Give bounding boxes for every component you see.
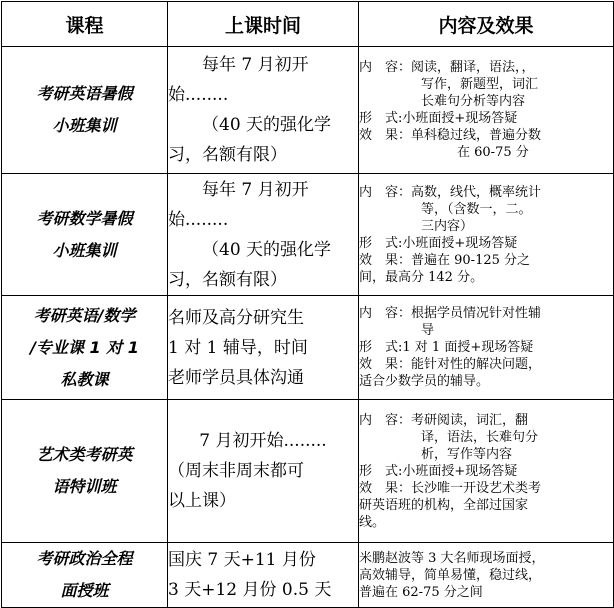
content-line: 内 容：高数，线代，概率统计 bbox=[359, 184, 542, 200]
course-name-line: 考研英语/数学 bbox=[33, 305, 136, 325]
content-line: 效 果：普遍在 90-125 分之 bbox=[359, 252, 531, 268]
content-line: 形 式:小班面授+现场答疑 bbox=[359, 235, 518, 251]
time-line: 每年 7 月初开 bbox=[202, 55, 309, 75]
time-line: 始........ bbox=[168, 85, 229, 105]
course-name-line: 面授班 bbox=[60, 581, 109, 600]
content-cell bbox=[359, 543, 614, 608]
content-line: 研英语班的机构，全部过国家 bbox=[359, 497, 529, 513]
time-line: （40 天的强化学 bbox=[202, 239, 332, 260]
content-line: 三内容） bbox=[421, 218, 474, 234]
content-line: 间，最高分 142 分。 bbox=[359, 269, 484, 285]
course-table bbox=[1, 1, 614, 608]
content-line: 形 式:小班面授+现场答疑 bbox=[359, 463, 518, 479]
course-cell bbox=[2, 174, 168, 296]
content-line: 效 果：单科稳过线，普遍分数 bbox=[359, 128, 542, 143]
time-line: 习，名额有限） bbox=[168, 269, 287, 290]
content-line: 效 果：长沙唯一开设艺术类考 bbox=[359, 480, 542, 496]
time-line: 国庆 7 天+11 月份 bbox=[168, 550, 316, 570]
content-line: 内 容：考研阅读，词汇，翻 bbox=[359, 412, 529, 428]
header-row bbox=[2, 2, 614, 47]
time-line: 始........ bbox=[168, 209, 229, 230]
course-name-line: 私教课 bbox=[60, 369, 109, 389]
content-cell bbox=[359, 400, 614, 543]
content-line: 写作，新题型，词汇 bbox=[421, 77, 539, 92]
content-cell bbox=[359, 296, 614, 400]
time-line: 每年 7 月初开 bbox=[202, 179, 309, 200]
time-line: 7 月初开始........ bbox=[199, 431, 327, 451]
time-cell bbox=[168, 174, 359, 296]
table-row bbox=[2, 296, 614, 400]
content-line: 导 bbox=[421, 323, 435, 338]
course-name-line: 小班集训 bbox=[52, 116, 117, 135]
course-name-line: 艺术类考研英 bbox=[36, 445, 133, 464]
header-time: 上课时间 bbox=[168, 2, 359, 47]
course-name-line: 考研英语暑假 bbox=[36, 84, 133, 103]
time-line: 习，名额有限） bbox=[168, 145, 287, 165]
time-cell bbox=[168, 543, 359, 608]
content-line: 等，（含数一，二。 bbox=[421, 201, 532, 217]
content-line: 高效辅导，简单易懂，稳过线， bbox=[359, 567, 542, 583]
time-line: （周末非周末都可 bbox=[168, 461, 304, 481]
time-line: 1 对 1 辅导，时间 bbox=[168, 337, 308, 358]
content-line: 形 式:小班面授+现场答疑 bbox=[359, 111, 518, 126]
content-line: 米鹏赵波等 3 大名师现场面授， bbox=[359, 550, 545, 566]
table-row bbox=[2, 174, 614, 296]
table-row bbox=[2, 400, 614, 543]
course-cell bbox=[2, 543, 168, 608]
content-line: 效 果：能针对性的解决问题， bbox=[359, 357, 542, 372]
header-content: 内容及效果 bbox=[359, 2, 614, 47]
content-line: 形 式:1 对 1 面授+现场答疑 bbox=[359, 340, 534, 355]
header-course: 课程 bbox=[2, 2, 168, 47]
content-line: 译，语法，长难句分 bbox=[421, 429, 539, 445]
content-line: 普遍在 62-75 分之间 bbox=[359, 584, 483, 600]
time-line: 以上课） bbox=[168, 491, 236, 511]
content-line: 适合少数学员的辅导。 bbox=[359, 374, 490, 389]
course-name-line: 小班集训 bbox=[52, 240, 117, 260]
content-line: 内 容：根据学员情况针对性辅 bbox=[359, 306, 542, 321]
content-cell bbox=[359, 47, 614, 174]
course-name-line: 考研政治全程 bbox=[36, 549, 133, 568]
course-name-line: 语特训班 bbox=[52, 477, 117, 496]
time-line: 老师学员具体沟通 bbox=[168, 367, 304, 388]
course-cell bbox=[2, 400, 168, 543]
content-line: 长难句分析等内容 bbox=[421, 94, 526, 109]
time-cell bbox=[168, 47, 359, 174]
course-cell bbox=[2, 296, 168, 400]
content-line: 析，写作等内容 bbox=[421, 446, 513, 462]
content-cell bbox=[359, 174, 614, 296]
time-cell bbox=[168, 400, 359, 543]
time-cell bbox=[168, 296, 359, 400]
course-cell bbox=[2, 47, 168, 174]
content-line: 线。 bbox=[359, 514, 386, 530]
time-line: 名师及高分研究生 bbox=[168, 307, 304, 328]
content-line: 内 容：阅读，翻译，语法，， bbox=[359, 60, 535, 75]
table-row bbox=[2, 47, 614, 174]
course-name-line: 考研数学暑假 bbox=[36, 208, 133, 228]
time-line: 3 天+12 月份 0.5 天 bbox=[168, 580, 332, 600]
time-line: （40 天的强化学 bbox=[202, 115, 332, 135]
content-line: 在 60-75 分 bbox=[457, 145, 529, 160]
course-name-line: /专业课 1 对 1 bbox=[30, 337, 139, 357]
table-row bbox=[2, 543, 614, 608]
